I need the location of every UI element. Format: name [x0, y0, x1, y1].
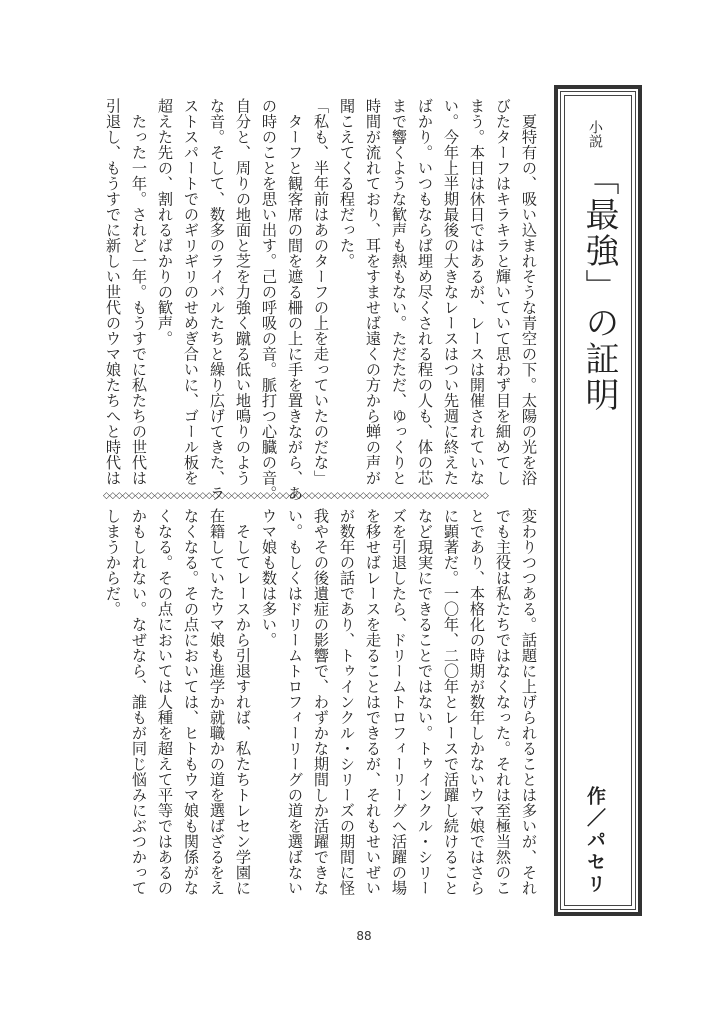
- text-column: 変わりつつある。話題に上げられることは多いが、それ: [520, 508, 538, 896]
- story-title: 「最強」の証明: [579, 161, 619, 413]
- text-column: な音。そして、数多のライバルたちと繰り広げてきた、ラ: [208, 98, 226, 501]
- text-column: しまうからだ。: [104, 508, 122, 617]
- genre-label: 小説: [587, 120, 603, 148]
- text-column: びたターフはキラキラと輝いていて思わず目を細めてし: [494, 98, 512, 486]
- text-column: 時間が流れており、耳をすませば遠くの方から蝉の声が: [364, 98, 382, 486]
- text-column: 「私も、半年前はあのターフの上を走っていたのだな」: [312, 98, 330, 486]
- text-column: たった一年。されど一年。もうすでに私たちの世代は: [130, 98, 148, 486]
- text-column: に顕著だ。一〇年、二〇年とレースで活躍し続けること: [442, 508, 460, 896]
- page-number: 88: [356, 929, 372, 943]
- text-column: い。もしくはドリームトロフィーリーグの道を選ばない: [286, 508, 304, 896]
- text-column: 超えた先の、割れるばかりの歓声。: [156, 98, 174, 346]
- body-text-lower: [102, 508, 542, 896]
- text-column: の時のことを思い出す。己の呼吸の音。脈打つ心臓の音。: [260, 98, 278, 501]
- text-column: とであり、本格化の時期が数年しかないウマ娘ではさら: [468, 508, 486, 896]
- author-credit: 作／パセリ: [584, 786, 606, 896]
- title-frame: [554, 85, 642, 916]
- frame-inner-panel: [564, 95, 632, 906]
- text-column: い。今年上半期最後の大きなレースはつい先週に終えた: [442, 98, 460, 486]
- text-column: 聞こえてくる程だった。: [338, 98, 356, 269]
- text-column: 引退し、もうすでに新しい世代のウマ娘たちへと時代は: [104, 98, 122, 486]
- text-column: ストスパートでのギリギリのせめぎ合いに、ゴール板を: [182, 98, 200, 486]
- body-text-upper: [102, 98, 542, 501]
- text-column: 夏特有の、吸い込まれそうな青空の下。太陽の光を浴: [520, 98, 538, 486]
- text-column: かもしれない。なぜなら、誰もが同じ悩みにぶつかって: [130, 508, 148, 896]
- text-column: まで響くような歓声も熱もない。ただただ、ゆっくりと: [390, 98, 408, 486]
- text-column: が数年の話であり、トゥインクル・シリーズの期間に怪: [338, 508, 356, 896]
- text-column: ズを引退したら、ドリームトロフィーリーグへ活躍の場: [390, 508, 408, 896]
- text-column: 我やその後遺症の影響で、わずかな期間しか活躍できな: [312, 508, 330, 896]
- text-column: くなる。その点においては人種を超えて平等ではあるの: [156, 508, 174, 896]
- frame-inner-line: [560, 91, 636, 910]
- text-column: そしてレースから引退すれば、私たちトレセン学園に: [234, 508, 252, 896]
- text-column: ターフと観客席の間を遮る柵の上に手を置きながら、あ: [286, 98, 304, 501]
- text-column: ウマ娘も数は多い。: [260, 508, 278, 648]
- text-column: 自分と、周りの地面と芝を力強く蹴る低い地鳴りのよう: [234, 98, 252, 486]
- text-column: など現実にできることではない。トゥインクル・シリー: [416, 508, 434, 896]
- text-column: まう。本日は休日ではあるが、レースは開催されていな: [468, 98, 486, 486]
- text-column: 在籍していたウマ娘も進学か就職かの道を選ばざるをえ: [208, 508, 226, 896]
- text-column: を移せばレースを走ることはできるが、それもせいぜい: [364, 508, 382, 896]
- text-column: ばかり。いつもならば埋め尽くされる程の人も、体の芯: [416, 98, 434, 486]
- diamond-divider: ◇◇◇◇◇◇◇◇◇◇◇◇◇◇◇◇◇◇◇◇◇◇◇◇◇◇◇◇◇◇◇◇◇◇◇◇◇◇◇◇◇◇◇◇◇◇◇◇◇◇◇◇◇◇◇◇◇◇◇◇: [103, 491, 489, 501]
- text-column: なくなる。その点においては、ヒトもウマ娘も関係がな: [182, 508, 200, 896]
- text-column: でも主役は私たちではなくなった。それは至極当然のこ: [494, 508, 512, 896]
